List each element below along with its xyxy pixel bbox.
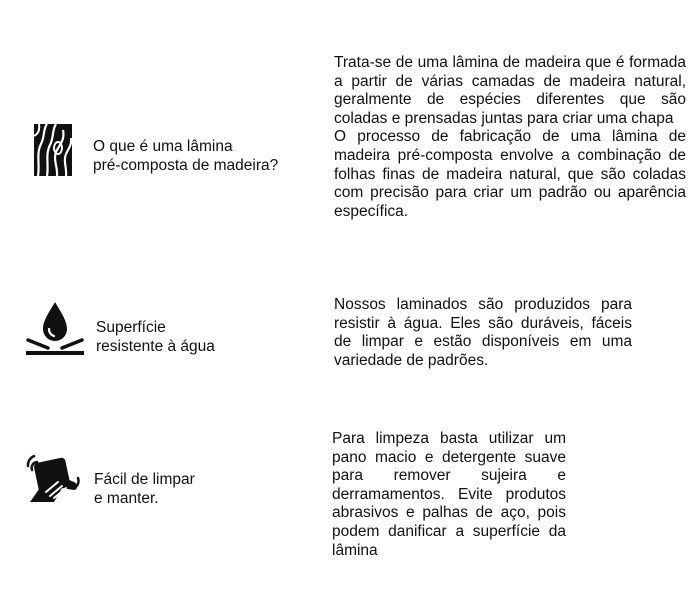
feature-label-wood-laminate [93, 137, 313, 175]
feature-label-water-resistant [96, 318, 296, 356]
label-line: O que é uma lâmina [93, 138, 233, 155]
water-resistant-icon [26, 300, 84, 356]
wood-grain-icon [34, 124, 72, 176]
feature-description-water-resistant [334, 296, 632, 370]
description-paragraph: Trata-se de uma lâmina de madeira que é formada a partir de várias camadas de madeira natural, geralmente de espécies diferentes que são coladas e prensadas juntas para criar uma chapa [334, 54, 686, 127]
label-line: e manter. [94, 490, 159, 507]
feature-label-easy-clean [94, 470, 294, 508]
label-line: Superfície [96, 319, 166, 336]
label-line: resistente à água [96, 338, 215, 355]
description-paragraph: Para limpeza basta utilizar um pano macio e detergente suave para remover sujeira e derramamentos. Evite produtos abrasivos e palhas de aço, pois podem danificar a superfície da lâmina [332, 430, 566, 559]
label-line: pré-composta de madeira? [93, 157, 279, 174]
description-paragraph: O processo de fabricação de uma lâmina de madeira pré-composta envolve a combinação de folhas finas de madeira natural, que são coladas com precisão para criar um padrão ou aparência específica. [334, 128, 686, 220]
feature-description-wood-laminate [334, 54, 686, 221]
cleaning-hand-icon [24, 452, 82, 508]
feature-description-easy-clean [332, 430, 566, 560]
description-paragraph: Nossos laminados são produzidos para resistir à água. Eles são duráveis, fáceis de limpar e estão disponíveis em uma variedade de padrões. [334, 296, 632, 369]
label-line: Fácil de limpar [94, 471, 195, 488]
